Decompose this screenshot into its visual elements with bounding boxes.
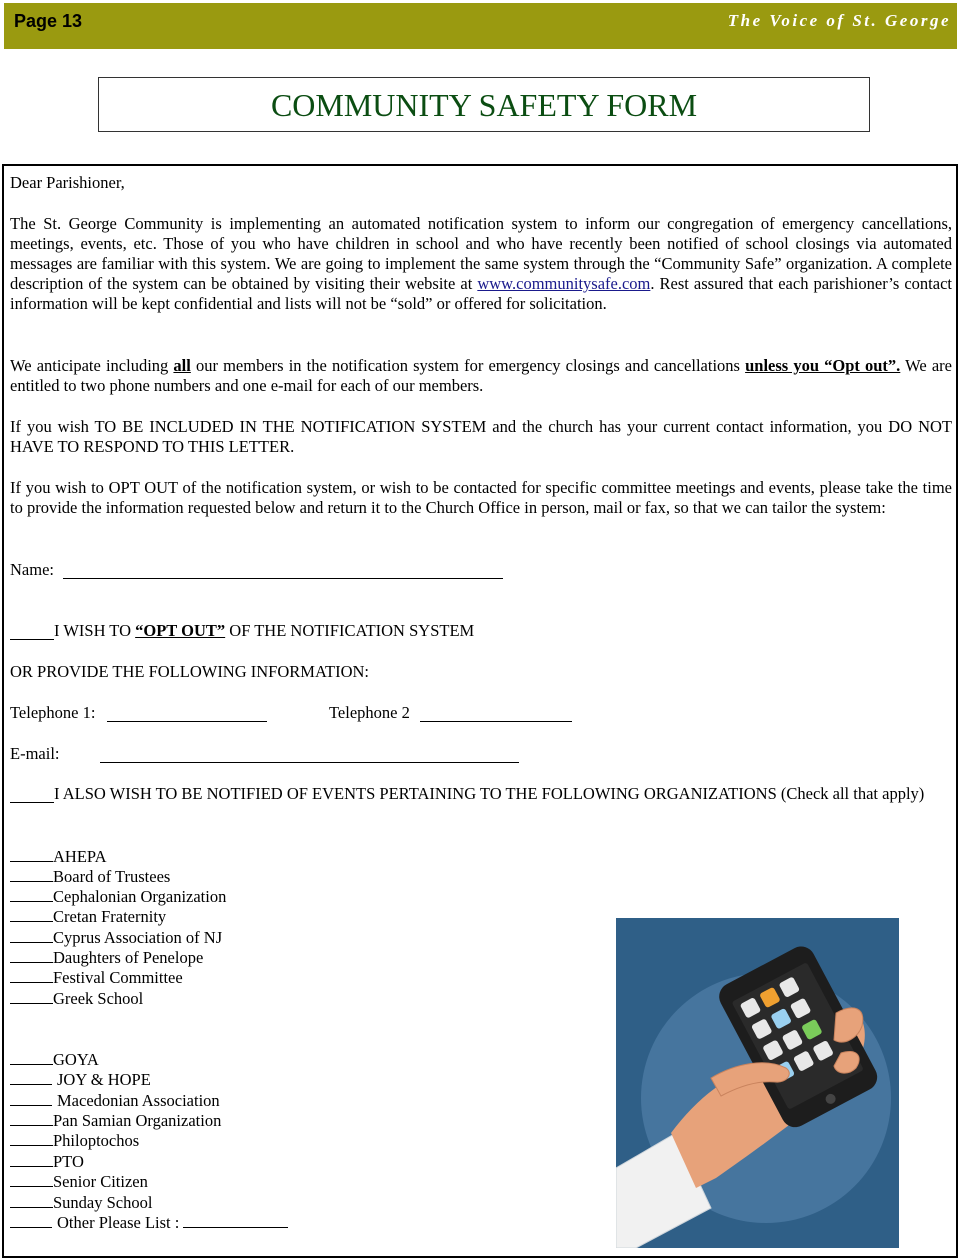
- publication-title: The Voice of St. George: [727, 11, 951, 30]
- org-item[interactable]: Cyprus Association of NJ: [10, 927, 222, 948]
- phone-hand-illustration: [616, 918, 899, 1248]
- email-label: E-mail:: [10, 744, 60, 763]
- email-field[interactable]: [100, 762, 519, 763]
- website-link[interactable]: www.communitysafe.com: [477, 274, 651, 293]
- optout-line: I WISH TO “OPT OUT” OF THE NOTIFICATION SYSTEM: [54, 621, 475, 640]
- also-notify-line: I ALSO WISH TO BE NOTIFIED OF EVENTS PERTAINING TO THE FOLLOWING ORGANIZATIONS (Check all that apply): [54, 784, 925, 803]
- telephone2-label: Telephone 2: [329, 703, 410, 722]
- form-title-box: [98, 77, 870, 132]
- telephone1-field[interactable]: [107, 721, 267, 722]
- intro-paragraph: The St. George Community is implementing an automated notification system to inform our congregation of emergency cancellations, meetings, events, etc. Those of you who have children in school and who have recently been notified of school closings via automated messages are familiar with this system. We are going to implement the same system through the “Community Safe” organization. A complete description of the system can be obtained by visiting their website at www.communitysafe.com. Rest assured that each parishioner’s contact information will be kept confidential and lists will not be “sold” or offered for solicitation.: [10, 214, 952, 313]
- page-header: [4, 3, 957, 49]
- org-item[interactable]: Cephalonian Organization: [10, 886, 226, 907]
- include-paragraph: If you wish TO BE INCLUDED IN THE NOTIFICATION SYSTEM and the church has your current contact information, you DO NOT HAVE TO RESPOND TO THIS LETTER.: [10, 417, 952, 456]
- org-item[interactable]: Festival Committee: [10, 967, 183, 988]
- org-item[interactable]: PTO: [10, 1151, 84, 1172]
- telephone1-label: Telephone 1:: [10, 703, 96, 722]
- provide-info-label: OR PROVIDE THE FOLLOWING INFORMATION:: [10, 662, 370, 681]
- name-label: Name:: [10, 560, 54, 579]
- page-number: Page 13: [14, 11, 83, 31]
- form-title: COMMUNITY SAFETY FORM: [270, 87, 698, 123]
- org-item[interactable]: Philoptochos: [10, 1130, 139, 1151]
- greeting: Dear Parishioner,: [10, 173, 125, 192]
- org-item[interactable]: Macedonian Association: [10, 1090, 220, 1111]
- org-item[interactable]: Sunday School: [10, 1192, 152, 1213]
- org-item[interactable]: Cretan Fraternity: [10, 906, 166, 927]
- org-item[interactable]: Daughters of Penelope: [10, 947, 203, 968]
- org-item[interactable]: JOY & HOPE: [10, 1069, 151, 1090]
- org-item[interactable]: Other Please List :: [10, 1212, 288, 1233]
- org-item[interactable]: GOYA: [10, 1049, 99, 1070]
- org-item[interactable]: Board of Trustees: [10, 866, 170, 887]
- telephone2-field[interactable]: [420, 721, 572, 722]
- optout-paragraph: We anticipate including all our members in the notification system for emergency closings and cancellations unless you “Opt out”. We are entitled to two phone numbers and one e-mail for each of our members.: [10, 356, 952, 395]
- org-item[interactable]: AHEPA: [10, 846, 107, 867]
- name-field[interactable]: [63, 578, 503, 579]
- org-item[interactable]: Pan Samian Organization: [10, 1110, 221, 1131]
- instructions-paragraph: If you wish to OPT OUT of the notification system, or wish to be contacted for specific committee meetings and events, please take the time to provide the information requested below and return it to the Church Office in person, mail or fax, so that we can tailor the system:: [10, 478, 952, 517]
- org-item[interactable]: Senior Citizen: [10, 1171, 148, 1192]
- optout-checkbox-line[interactable]: [10, 639, 54, 640]
- org-item[interactable]: Greek School: [10, 988, 143, 1009]
